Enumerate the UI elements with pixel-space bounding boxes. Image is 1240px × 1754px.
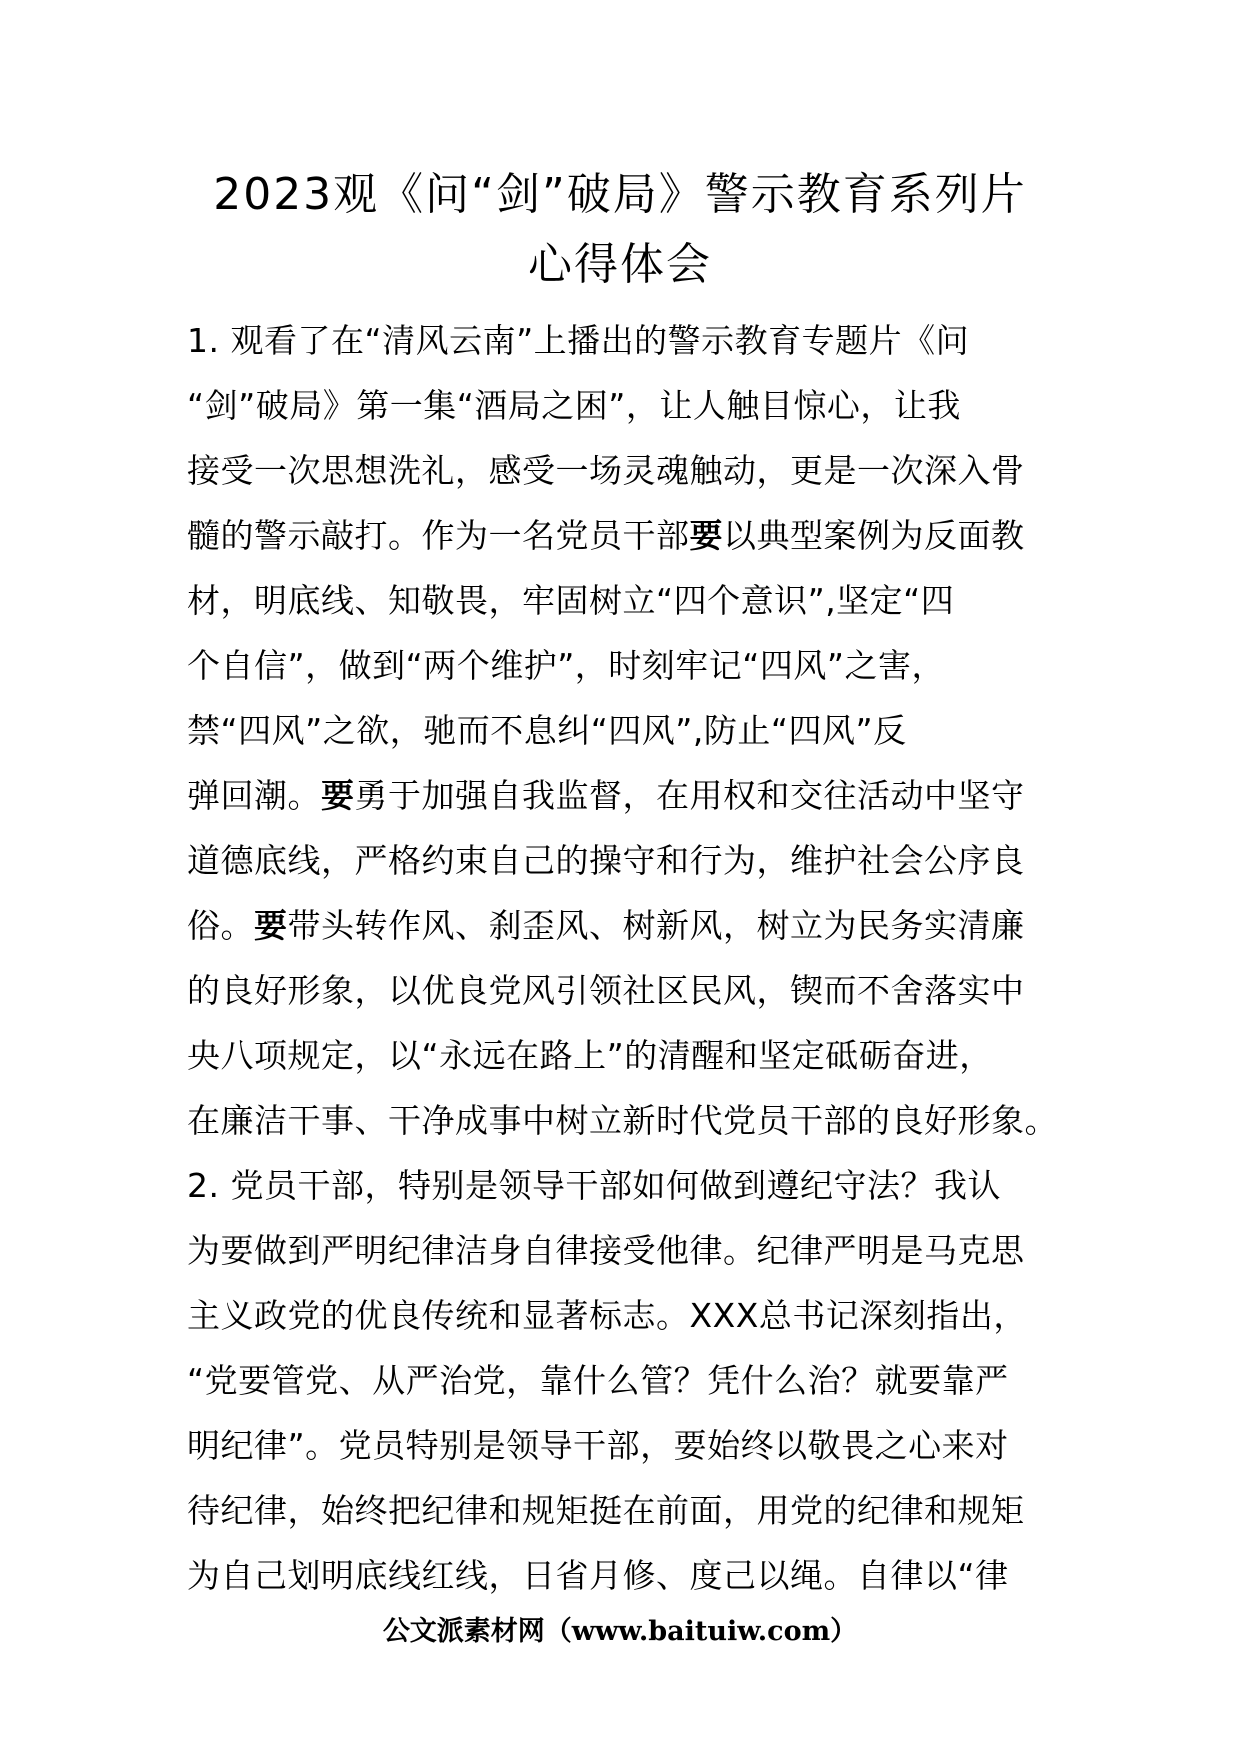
paragraph-2 — [187, 1153, 1067, 1608]
emphasis-text: 要 — [689, 516, 723, 555]
paragraph-line: 道德底线，严格约束自己的操守和行为，维护社会公序良 — [187, 841, 1025, 880]
paragraph-line: 明纪律”。党员特别是领导干部，要始终以敬畏之心来对 — [187, 1426, 1009, 1465]
paragraph-line: 为自己划明底线红线，日省月修、度己以绳。自律以“律 — [187, 1556, 1009, 1595]
document-title-line-2: 心得体会 — [528, 239, 712, 290]
paragraph-line: 接受一次思想洗礼，感受一场灵魂触动，更是一次深入骨 — [187, 451, 1025, 490]
paragraph-line — [187, 503, 1067, 568]
document-title-line-1: 2023观《问“剑”破局》警示教育系列片 — [213, 169, 1027, 220]
paragraph-line: 主义政党的优良传统和显著标志。XXX总书记深刻指出， — [187, 1296, 1027, 1335]
text-run: 带头转作风、刹歪风、树新风，树立为民务实清廉 — [287, 906, 1025, 945]
text-run: 勇于加强自我监督，在用权和交往活动中坚守 — [354, 776, 1025, 815]
paragraph-line: 在廉洁干事、干净成事中树立新时代党员干部的良好形象。 — [187, 1101, 1058, 1140]
emphasis-text: 要 — [321, 776, 355, 815]
paragraph-line: 2. 党员干部，特别是领导干部如何做到遵纪守法？我认 — [187, 1166, 1001, 1205]
page-footer-watermark: 公文派素材网（www.baituiw.com） — [382, 1616, 858, 1647]
paragraph-line: 央八项规定，以“永远在路上”的清醒和坚定砥砺奋进， — [187, 1036, 993, 1075]
paragraph-line: 为要做到严明纪律洁身自律接受他律。纪律严明是马克思 — [187, 1231, 1025, 1270]
document-body — [187, 308, 1067, 1608]
paragraph-line: 待纪律，始终把纪律和规矩挺在前面，用党的纪律和规矩 — [187, 1491, 1025, 1530]
paragraph-line: 1. 观看了在“清风云南”上播出的警示教育专题片《问 — [187, 321, 970, 360]
paragraph-line: 材，明底线、知敬畏，牢固树立“四个意识”,坚定“四 — [187, 581, 955, 620]
paragraph-1 — [187, 308, 1067, 1153]
text-run: 髓的警示敲打。作为一名党员干部 — [187, 516, 690, 555]
paragraph-line: 个自信”，做到“两个维护”，时刻牢记“四风”之害， — [187, 646, 945, 685]
emphasis-text: 要 — [254, 906, 288, 945]
text-run: 弹回潮。 — [187, 776, 321, 815]
paragraph-line: “剑”破局》第一集“酒局之困”，让人触目惊心，让我 — [187, 386, 961, 425]
paragraph-line — [187, 893, 1067, 958]
paragraph-line: 禁“四风”之欲，驰而不息纠“四风”,防止“四风”反 — [187, 711, 907, 750]
text-run: 俗。 — [187, 906, 254, 945]
paragraph-line — [187, 763, 1067, 828]
paragraph-line: “党要管党、从严治党，靠什么管？凭什么治？就要靠严 — [187, 1361, 1009, 1400]
text-run: 以典型案例为反面教 — [723, 516, 1025, 555]
paragraph-line: 的良好形象，以优良党风引领社区民风，锲而不舍落实中 — [187, 971, 1025, 1010]
